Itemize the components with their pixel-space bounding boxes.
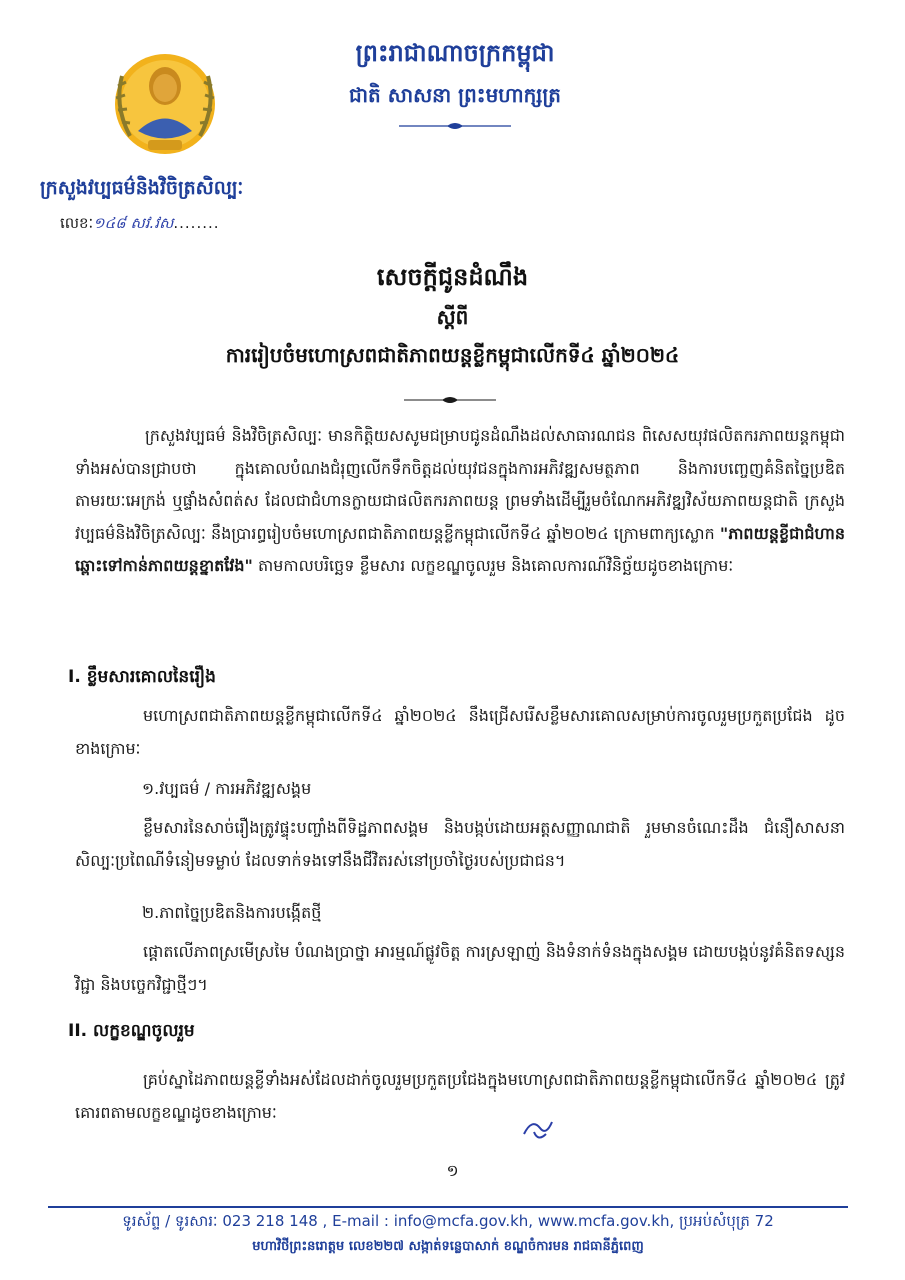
ministry-logo <box>100 36 230 166</box>
reference-number-line <box>60 214 220 236</box>
page-number: ១ <box>446 1161 459 1180</box>
footer-address-line: មហាវិថីព្រះនរោត្តម លេខ២២៧ សង្កាត់ទន្លេបាសាក់ ខណ្ឌចំការមន រាជធានីភ្នំពេញ <box>252 1239 644 1254</box>
subsection-2-heading: ២.ភាពច្នៃប្រឌិតនិងការបង្កើតថ្មី <box>142 903 322 922</box>
reference-number: ១៤៨ សវ.វស <box>93 214 174 232</box>
subsection-1-text: ខ្លឹមសារនៃសាច់រឿងត្រូវផ្ទុះបញ្ចាំងពីទិដ្ឋភាពសង្គម និងបង្កប់ដោយអត្តសញ្ញាណជាតិ រួមមានចំណេះដឹង ជំនឿសាសនា សិល្បៈប្រពៃណីទំនៀមទម្លាប់ ដែលទាក់ទងទៅនឹងជីវិតរស់នៅប្រចាំថ្ងៃរបស់ប្រជាជន។ <box>75 818 845 870</box>
footer-contact-line: ទូរស័ព្ទ / ទូរសារៈ 023 218 148 , E-mail : info@mcfa.gov.kh, www.mcfa.gov.kh, ប្រអប់សំបុត្រ 72 <box>122 1212 774 1230</box>
subsection-1-heading: ១.វប្បធម៌ / ការអភិវឌ្ឍសង្គម <box>142 779 312 798</box>
section-1-text: មហោស្រពជាតិភាពយន្តខ្លីកម្ពុជាលើកទី៤ ឆ្នាំ២០២៤ នឹងជ្រើសរើសខ្លឹមសារគោលសម្រាប់ការចូលរួមប្រកួតប្រជែង ដូចខាងក្រោមៈ <box>75 706 845 758</box>
reference-dots: ........ <box>173 214 220 232</box>
section-2-text: គ្រប់ស្នាដៃភាពយន្តខ្លីទាំងអស់ដែលដាក់ចូលរួមប្រកួតប្រជែងក្នុងមហោស្រពជាតិភាពយន្តខ្លីកម្ពុជាលើកទី៤ ឆ្នាំ២០២៤ ត្រូវគោរពតាមលក្ខខណ្ឌដូចខាងក្រោមៈ <box>75 1070 845 1122</box>
header-ornament-divider <box>395 120 515 132</box>
intro-text: ក្រសួងវប្បធម៌ និងវិចិត្រសិល្បៈ មានកិត្តិយសសូមជម្រាបជូនដំណឹងដល់សាធារណជន ពិសេសយុវផលិតករភាពយន្តកម្ពុជាទាំងអស់បានជ្រាបថា ក្នុងគោលបំណងជំរុញលើកទឹកចិត្តដល់យុវជនក្នុងការអភិវឌ្ឍសមត្ថភាព និងការបញ្ចេញគំនិតច្នៃប្រឌិត តាមរយៈអេក្រង់ ឬផ្ទាំងសំពត់ស ដែលជាជំហានក្លាយជាផលិតករភាពយន្ត ព្រមទាំងដើម្បីរួមចំណែកអភិវឌ្ឍវិស័យភាពយន្តជាតិ ក្រសួងវប្បធម៌និងវិចិត្រសិល្បៈ នឹងប្រារព្ធរៀបចំមហោស្រពជាតិភាពយន្តខ្លីកម្ពុជាលើកទី៤ ឆ្នាំ២០២៤ ក្រោមពាក្យស្លោក <box>75 426 845 543</box>
section-1-heading: I. ខ្លឹមសារគោលនៃរឿង <box>68 667 216 687</box>
document-about: ស្តីពី <box>436 305 469 329</box>
subsection-2-text: ផ្តោតលើភាពស្រមើស្រមៃ បំណងប្រាថ្នា អារម្មណ៍ផ្លូវចិត្ត ការស្រឡាញ់ និងទំនាក់ទំនងក្នុងសង្គម ដោយបង្កប់នូវគំនិតទស្សនវិជ្ជា និងបច្ចេកវិជ្ជាថ្មីៗ។ <box>75 942 845 994</box>
document-title: សេចក្តីជូនដំណឹង <box>376 263 529 291</box>
slogan-text: "ភាពយន្តខ្លីជាជំហានឆ្ពោះទៅកាន់ភាពយន្តខ្នាតវែង" <box>75 523 845 575</box>
reference-label: លេខៈ <box>60 214 94 232</box>
kingdom-title: ព្រះរាជាណាចក្រកម្ពុជា <box>355 39 555 67</box>
section-2-heading: II. លក្ខខណ្ឌចូលរួម <box>68 1021 195 1041</box>
document-subject: ការរៀបចំមហោស្រពជាតិភាពយន្តខ្លីកម្ពុជាលើកទី៤ ឆ្នាំ២០២៤ <box>225 343 680 367</box>
intro-paragraph <box>75 420 845 583</box>
ministry-name: ក្រសួងវប្បធម៌និងវិចិត្រសិល្បៈ <box>40 177 244 199</box>
footer-divider <box>48 1206 848 1208</box>
handwritten-initials <box>520 1114 556 1144</box>
intro-tail-text: តាមកាលបរិច្ឆេទ ខ្លឹមសារ លក្ខខណ្ឌចូលរួម និងគោលការណ៍វិនិច្ឆ័យដូចខាងក្រោមៈ <box>252 556 734 575</box>
national-motto: ជាតិ សាសនា ព្រះមហាក្សត្រ <box>349 83 561 107</box>
title-ornament-divider <box>400 394 500 406</box>
